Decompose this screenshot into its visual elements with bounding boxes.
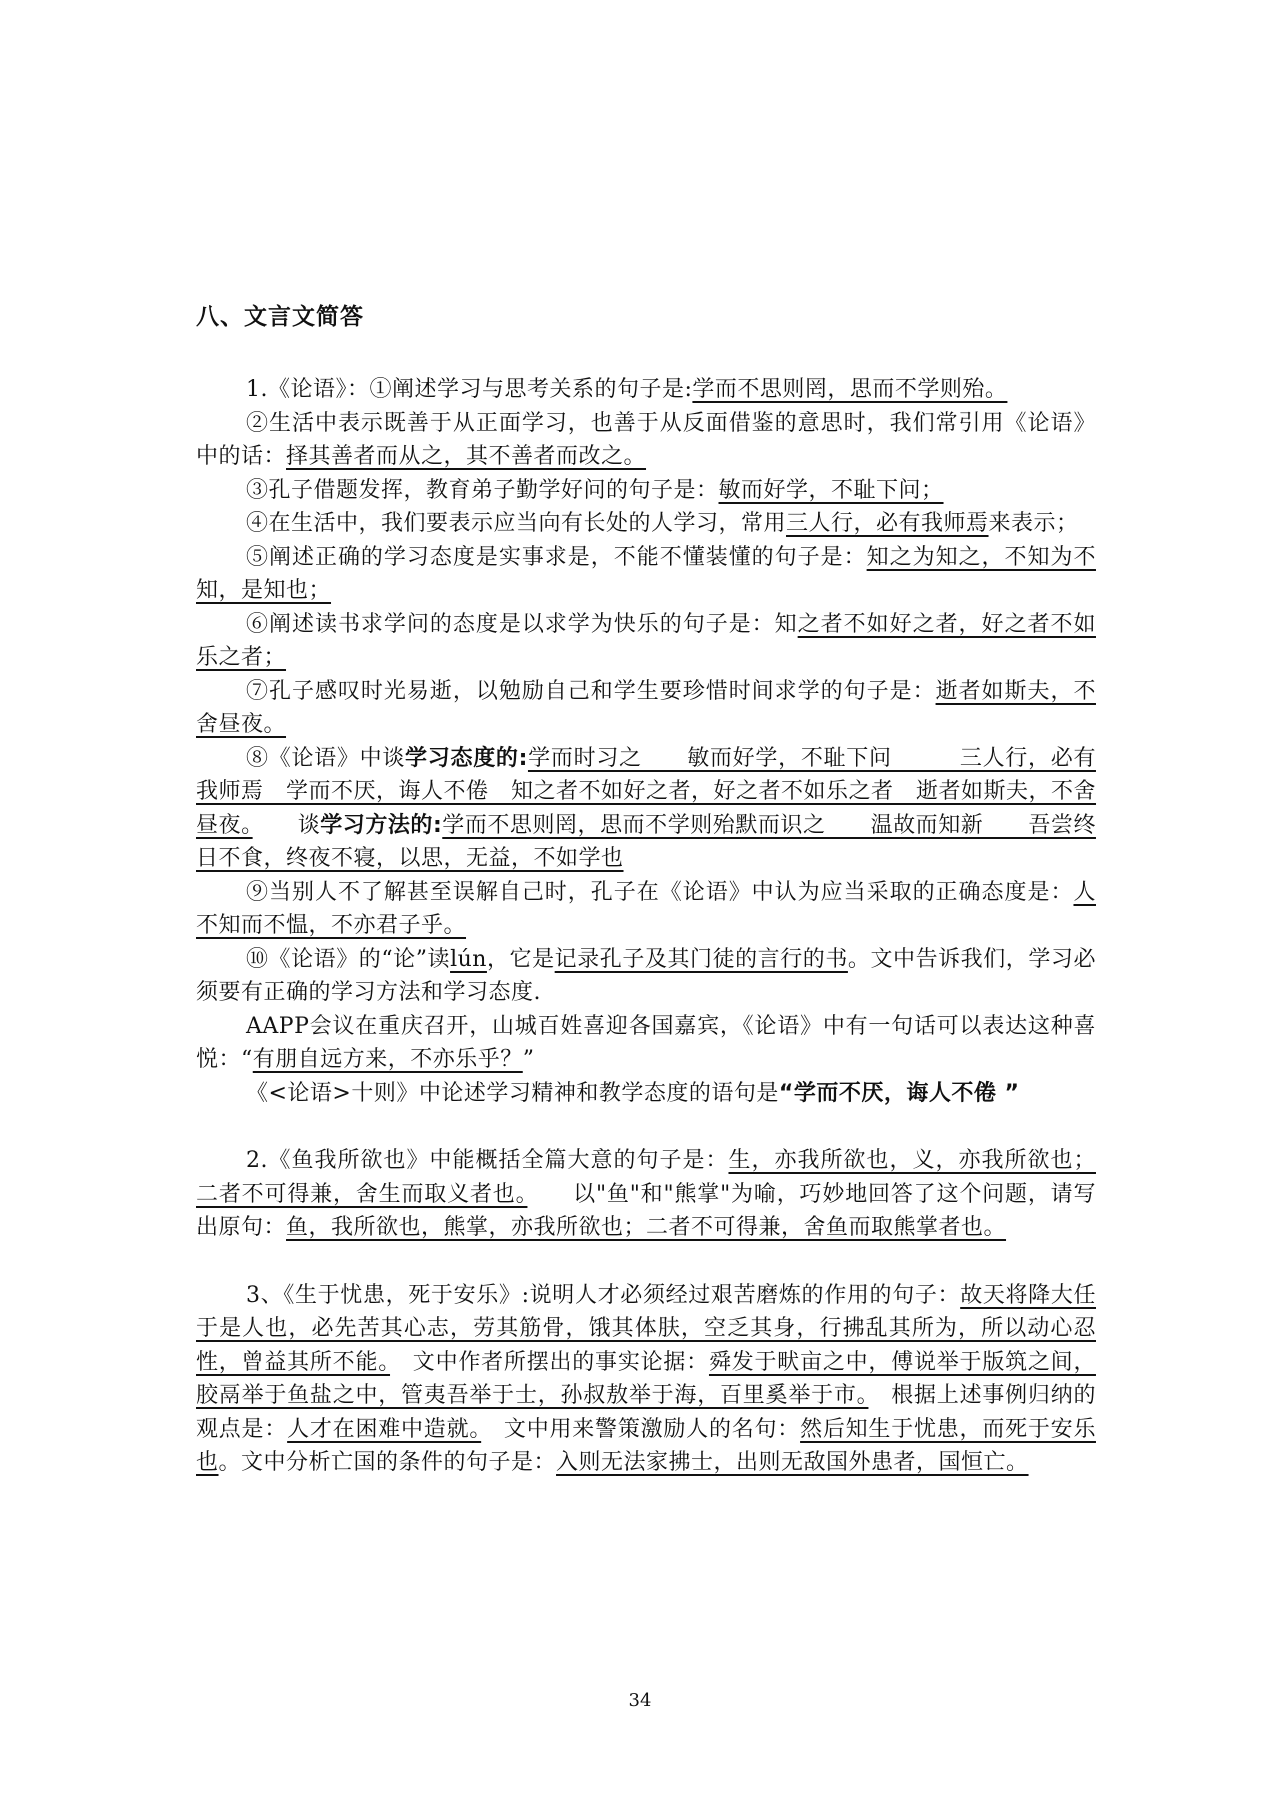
q1-item-10: ⑩《论语》的“论”读lún，它是记录孔子及其门徒的言行的书。文中告诉我们，学习必须要有正确的学习方法和学习态度. [196, 946, 1096, 1005]
page-number: 34 [628, 1690, 652, 1711]
q3-paragraph: 3、《生于忧患，死于安乐》:说明人才必须经过艰苦磨炼的作用的句子：故天将降大任于是人也，必先苦其心志，劳其筋骨，饿其体肤，空乏其身，行拂乱其所为，所以动心忍性，曾益其所不能。 文中作者所摆出的事实论据：舜发于畎亩之中，傅说举于版筑之间，胶鬲举于鱼盐之中，管夷吾举于士，孙叔敖举于海，百里奚举于市。 根据上述事例归纳的观点是：人才在困难中造就。 文中用来警策激励人的名句：然后知生于忧患，而死于安乐也。文中分析亡国的条件的句子是：入则无法家拂士，出则无敌国外患者，国恒亡。 [196, 1282, 1096, 1475]
q1-item-5: ⑤阐述正确的学习态度是实事求是，不能不懂装懂的句子是：知之为知之，不知为不知，是知也； [196, 544, 1096, 603]
q1-item-3: ③孔子借题发挥，教育弟子勤学好问的句子是：敏而好学，不耻下问； [246, 477, 944, 503]
q1-item-4: ④在生活中，我们要表示应当向有长处的人学习，常用三人行，必有我师焉来表示； [246, 511, 1079, 536]
section-title: 八、文言文简答 [196, 304, 364, 330]
q1-item-7: ⑦孔子感叹时光易逝，以勉励自己和学生要珍惜时间求学的句子是：逝者如斯夫，不舍昼夜。 [196, 678, 1096, 737]
q1-item-2: ②生活中表示既善于从正面学习，也善于从反面借鉴的意思时，我们常引用《论语》中的话：择其善者而从之，其不善者而改之。 [196, 410, 1096, 469]
q1-item-8: ⑧《论语》中谈学习态度的:学而时习之 敏而好学，不耻下问 三人行，必有我师焉 学而不厌，诲人不倦 知之者不如好之者，好之者不如乐之者 逝者如斯夫，不舍昼夜。 谈学习方法的:学而不思则罔，思而不学则殆默而识之 温故而知新 吾尝终日不食，终夜不寝，以思，无益，不如学也 [196, 745, 1097, 871]
document-page [196, 298, 1096, 1480]
q1-item-9: ⑨当别人不了解甚至误解自己时，孔子在《论语》中认为应当采取的正确态度是：人不知而不愠，不亦君子乎。 [196, 879, 1096, 938]
q2-paragraph: 2.《鱼我所欲也》中能概括全篇大意的句子是：生，亦我所欲也，义，亦我所欲也；二者不可得兼，舍生而取义者也。 以"鱼"和"熊掌"为喻，巧妙地回答了这个问题，请写出原句：鱼，我所欲也，熊掌，亦我所欲也；二者不可得兼，舍鱼而取熊掌者也。 [196, 1148, 1096, 1240]
q1-item-12: 《<论语>十则》中论述学习精神和教学态度的语句是“学而不厌，诲人不倦 ” [246, 1080, 1020, 1106]
q1-item-1: 1.《论语》：①阐述学习与思考关系的句子是:学而不思则罔，思而不学则殆。 [246, 377, 1008, 402]
q1-item-6: ⑥阐述读书求学问的态度是以求学为快乐的句子是：知之者不如好之者，好之者不如乐之者； [196, 611, 1096, 670]
q1-item-11: AAPP会议在重庆召开，山城百姓喜迎各国嘉宾，《论语》中有一句话可以表达这种喜悦：“有朋自远方来，不亦乐乎？” [196, 1013, 1096, 1072]
